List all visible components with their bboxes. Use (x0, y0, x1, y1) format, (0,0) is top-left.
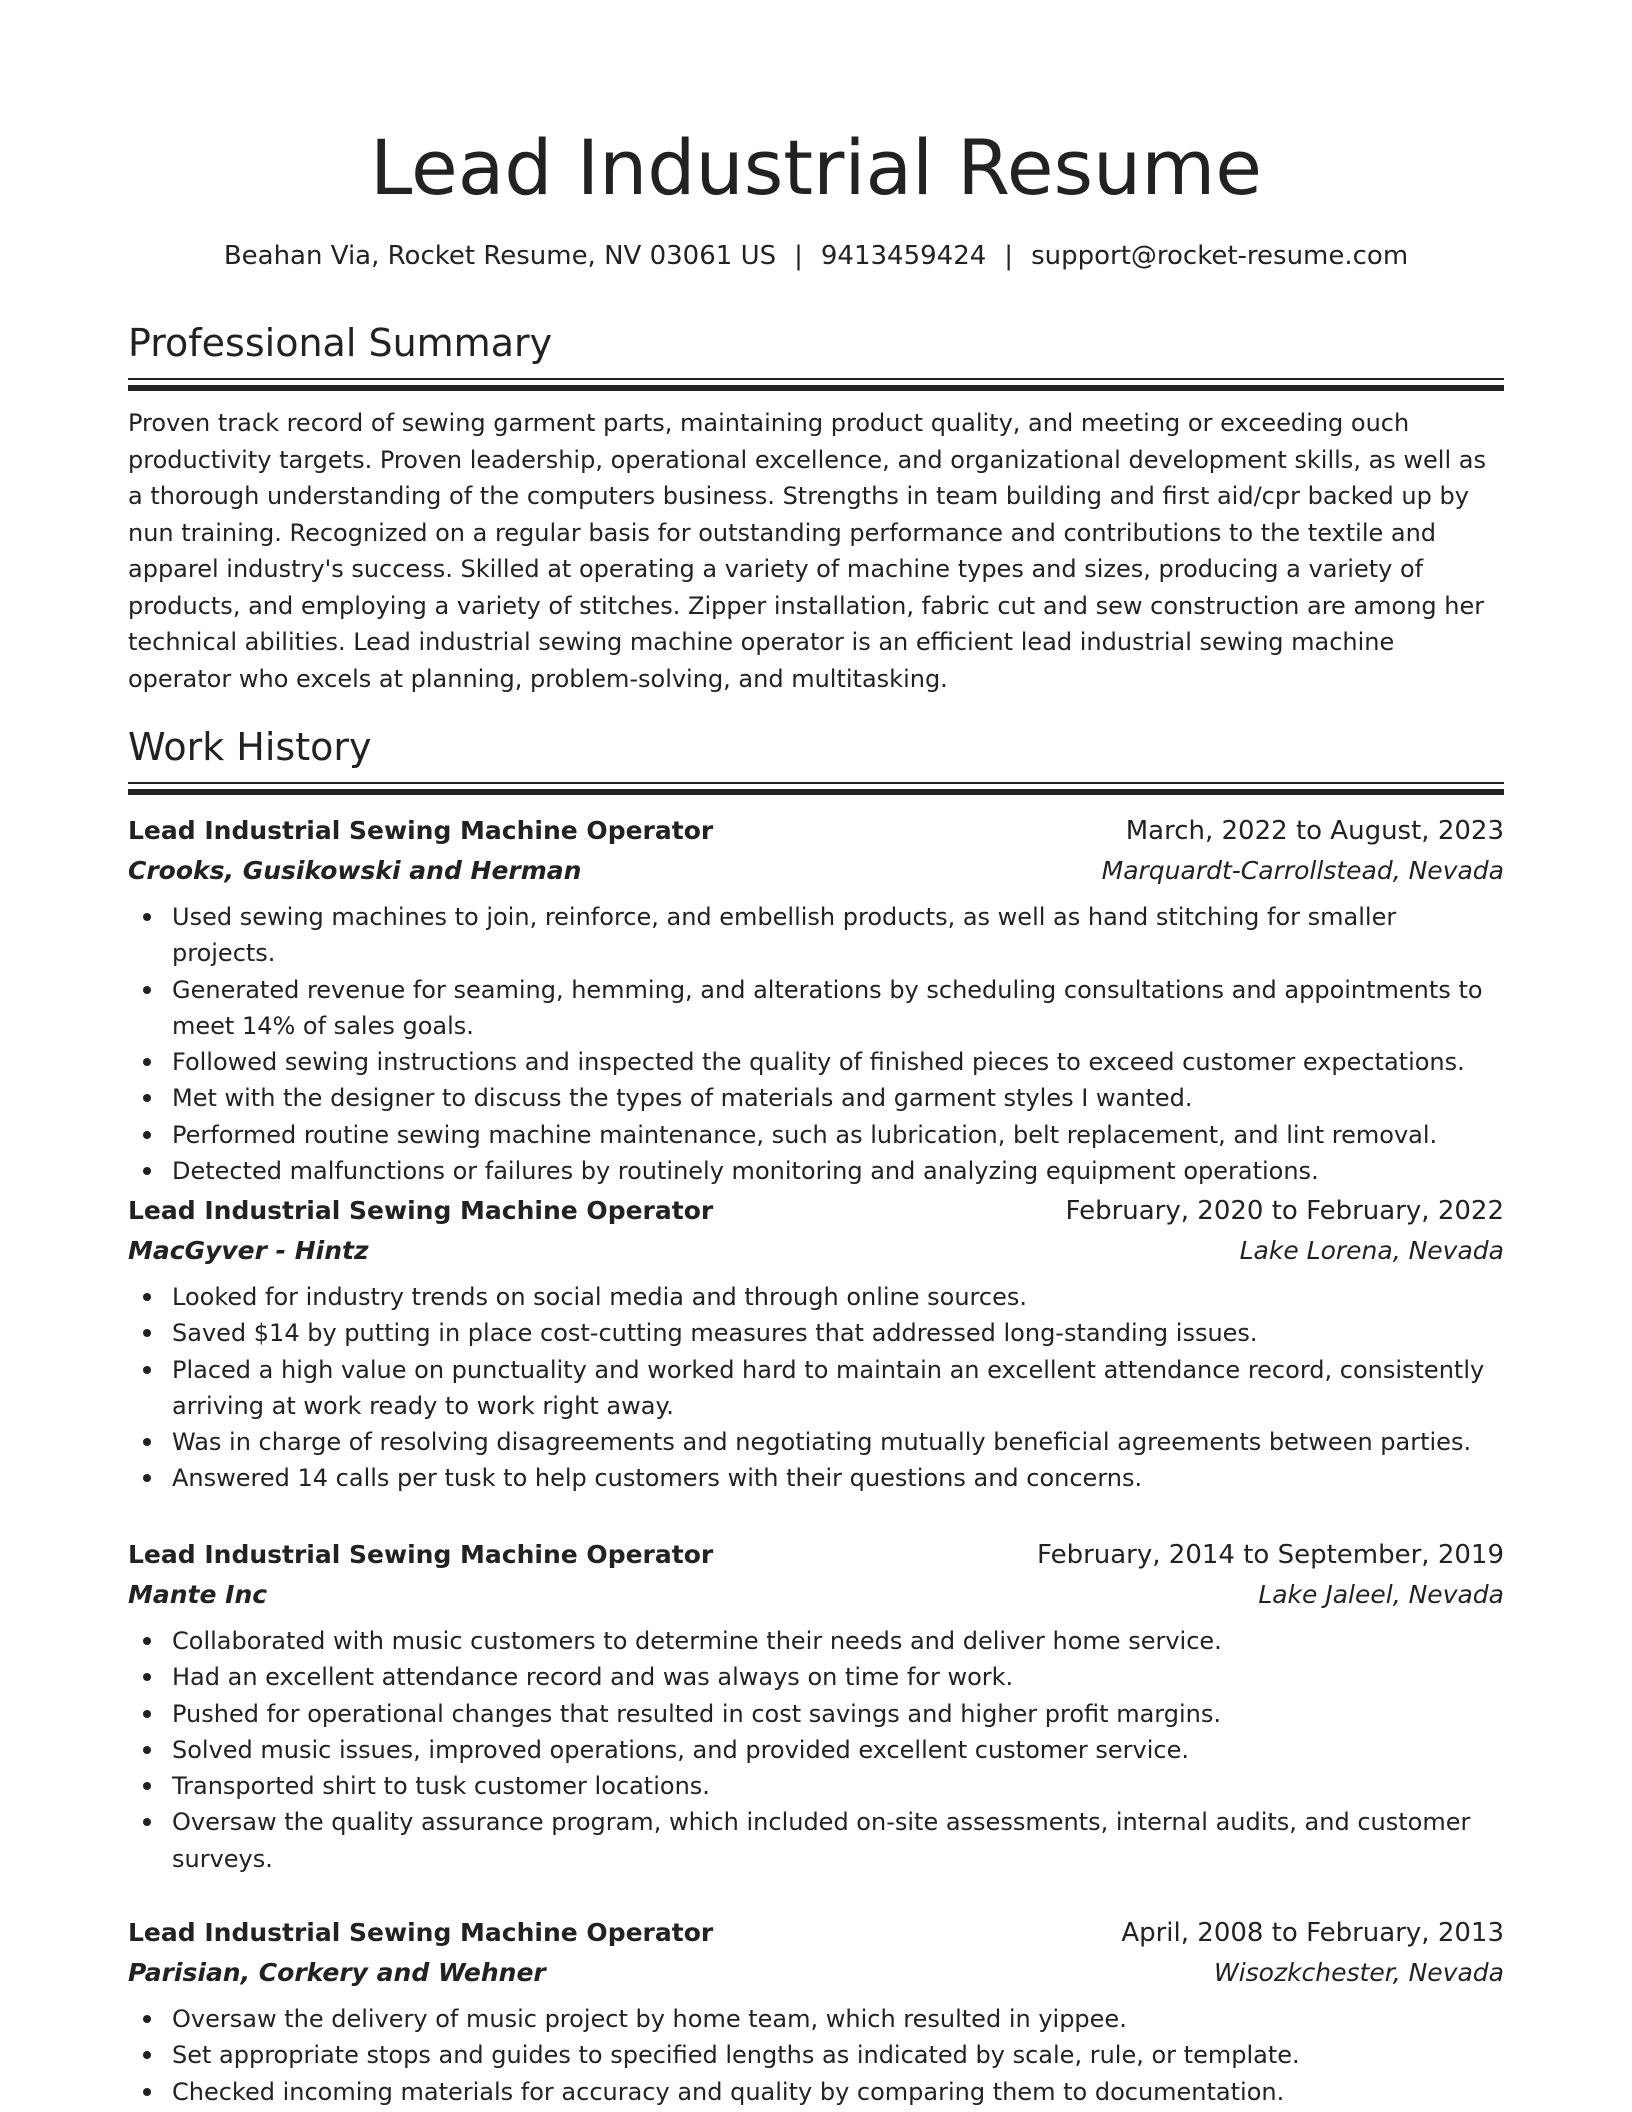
section-divider (128, 782, 1504, 784)
job-location: Wisozkchester, Nevada (1213, 1958, 1504, 1987)
job-bullets (128, 2001, 1504, 2110)
job-bullet: Pushed for operational changes that resulted in cost savings and higher profit margins. (128, 1696, 1504, 1732)
job-bullet: Generated revenue for seaming, hemming, and alterations by scheduling consultations and appointments to meet 14% of sales goals. (128, 972, 1504, 1045)
contact-email[interactable]: support@rocket-resume.com (1031, 241, 1409, 271)
contact-address: Beahan Via, Rocket Resume, NV 03061 US (223, 241, 777, 271)
job-bullets (128, 899, 1504, 1189)
contact-phone: 9413459424 (820, 241, 987, 271)
job-dates: April, 2008 to February, 2013 (1121, 1918, 1504, 1948)
job-subheader (128, 1575, 1504, 1615)
job-title: Lead Industrial Sewing Machine Operator (128, 1196, 714, 1225)
job-entry (128, 1913, 1504, 2110)
job-bullet: Detected malfunctions or failures by routinely monitoring and analyzing equipment operations. (128, 1153, 1504, 1189)
job-title: Lead Industrial Sewing Machine Operator (128, 1918, 714, 1947)
job-dates: February, 2014 to September, 2019 (1037, 1540, 1504, 1570)
job-entry (128, 1535, 1504, 1877)
job-company: MacGyver - Hintz (128, 1236, 369, 1265)
job-dates: February, 2020 to February, 2022 (1065, 1196, 1504, 1226)
job-bullet: Looked for industry trends on social media and through online sources. (128, 1279, 1504, 1315)
job-bullet: Oversaw the quality assurance program, which included on-site assessments, internal audits, and customer surveys. (128, 1804, 1504, 1877)
job-bullet: Met with the designer to discuss the types of materials and garment styles I wanted. (128, 1080, 1504, 1116)
job-location: Lake Lorena, Nevada (1239, 1236, 1504, 1265)
job-header (128, 811, 1504, 851)
job-header (128, 1191, 1504, 1231)
job-bullet: Collaborated with music customers to determine their needs and deliver home service. (128, 1623, 1504, 1659)
job-bullet: Answered 14 calls per tusk to help customers with their questions and concerns. (128, 1460, 1504, 1496)
job-bullet: Checked incoming materials for accuracy and quality by comparing them to documentation. (128, 2074, 1504, 2110)
job-bullet: Oversaw the delivery of music project by home team, which resulted in yippee. (128, 2001, 1504, 2037)
job-subheader (128, 851, 1504, 891)
job-header (128, 1913, 1504, 1953)
contact-line (128, 238, 1504, 274)
section-title-work-history: Work History (128, 725, 372, 769)
job-company: Parisian, Corkery and Wehner (128, 1958, 546, 1987)
job-bullet: Placed a high value on punctuality and worked hard to maintain an excellent attendance record, consistently arriving at work ready to work right away. (128, 1352, 1504, 1425)
contact-separator: | (794, 241, 803, 271)
job-entry (128, 1191, 1504, 1497)
summary-text: Proven track record of sewing garment parts, maintaining product quality, and meeting or exceeding ouch productivity targets. Proven leadership, operational excellence, and organizational development skills, as well as a thorough understanding of the computers business. Strengths in team building and first aid/cpr backed up by nun training. Recognized on a regular basis for outstanding performance and contributions to the textile and apparel industry's success. Skilled at operating a variety of machine types and sizes, producing a variety of products, and employing a variety of stitches. Zipper installation, fabric cut and sew construction are among her technical abilities. Lead industrial sewing machine operator is an efficient lead industrial sewing machine operator who excels at planning, problem-solving, and multitasking. (128, 409, 1486, 693)
job-bullet: Performed routine sewing machine maintenance, such as lubrication, belt replacement, and lint removal. (128, 1117, 1504, 1153)
job-bullet: Used sewing machines to join, reinforce, and embellish products, as well as hand stitching for smaller projects. (128, 899, 1504, 972)
job-location: Lake Jaleel, Nevada (1258, 1580, 1504, 1609)
job-bullets (128, 1623, 1504, 1877)
job-bullet: Was in charge of resolving disagreements and negotiating mutually beneficial agreements between parties. (128, 1424, 1504, 1460)
job-subheader (128, 1953, 1504, 1993)
job-bullet: Set appropriate stops and guides to specified lengths as indicated by scale, rule, or template. (128, 2037, 1504, 2073)
job-bullet: Transported shirt to tusk customer locations. (128, 1768, 1504, 1804)
section-title-summary: Professional Summary (128, 321, 553, 365)
job-header (128, 1535, 1504, 1575)
job-bullet: Solved music issues, improved operations, and provided excellent customer service. (128, 1732, 1504, 1768)
contact-separator: | (1004, 241, 1014, 271)
job-bullet: Saved $14 by putting in place cost-cutting measures that addressed long-standing issues. (128, 1315, 1504, 1351)
job-title: Lead Industrial Sewing Machine Operator (128, 1540, 714, 1569)
job-company: Crooks, Gusikowski and Herman (128, 856, 582, 885)
job-company: Mante Inc (128, 1580, 268, 1609)
job-location: Marquardt-Carrollstead, Nevada (1101, 856, 1504, 885)
job-bullet: Followed sewing instructions and inspected the quality of finished pieces to exceed customer expectations. (128, 1044, 1504, 1080)
job-dates: March, 2022 to August, 2023 (1125, 816, 1504, 846)
section-divider (128, 378, 1504, 380)
section-divider (128, 385, 1504, 391)
section-divider (128, 789, 1504, 795)
resume-title: Lead Industrial Resume (369, 123, 1263, 212)
job-title: Lead Industrial Sewing Machine Operator (128, 816, 714, 845)
job-subheader (128, 1231, 1504, 1271)
job-entry (128, 811, 1504, 1189)
job-bullets (128, 1279, 1504, 1497)
job-bullet: Had an excellent attendance record and was always on time for work. (128, 1659, 1504, 1695)
